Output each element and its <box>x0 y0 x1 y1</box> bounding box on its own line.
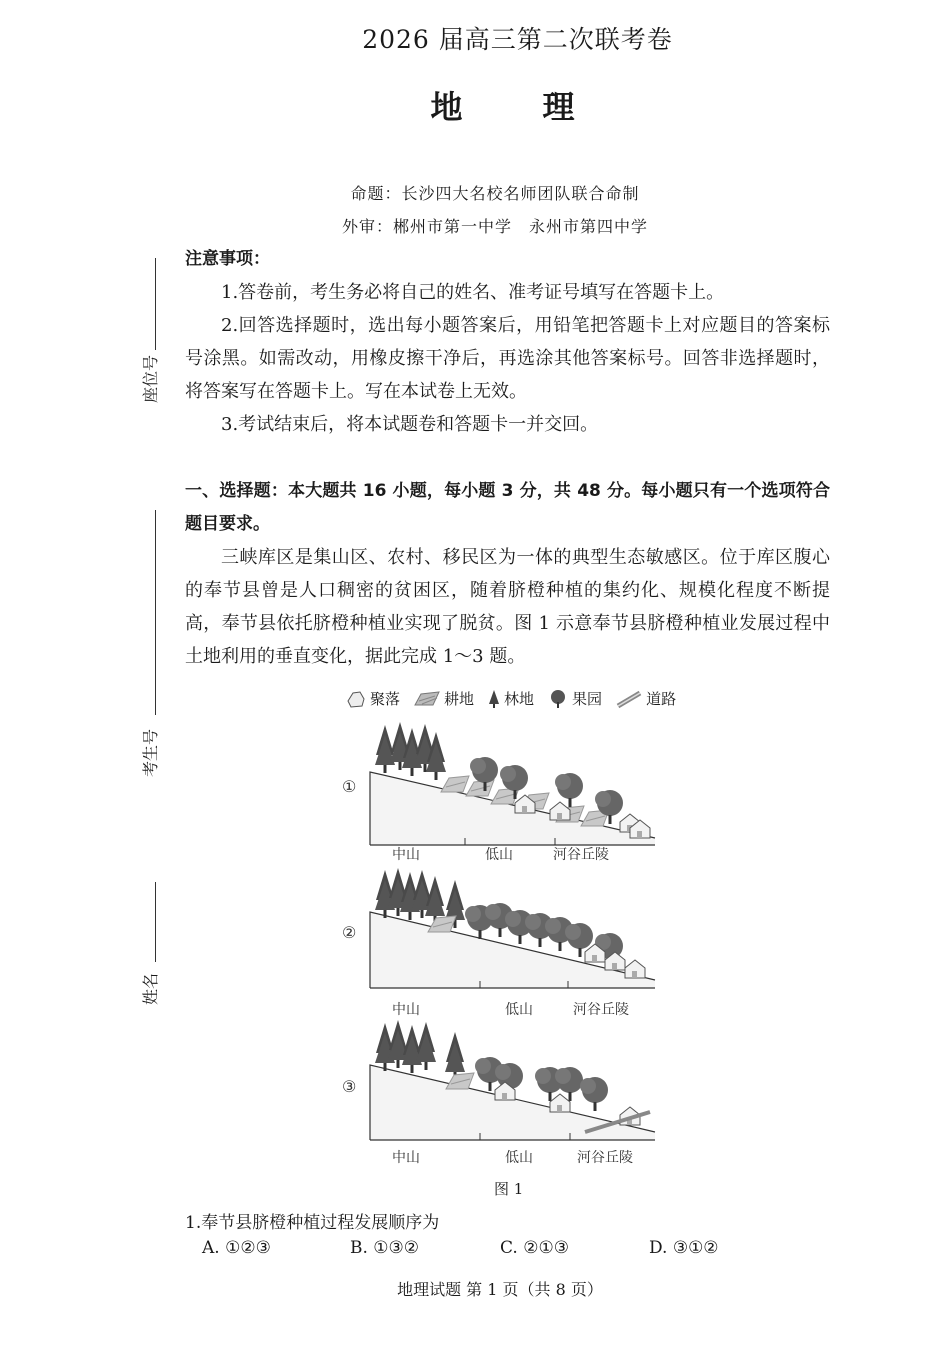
section-heading: 一、选择题：本大题共 16 小题，每小题 3 分，共 48 分。每小题只有一个选项符合题目要求。 <box>185 481 830 534</box>
question-1-stem: 1.奉节县脐橙种植过程发展顺序为 <box>185 1213 440 1233</box>
notice-item-1: 1.答卷前，考生务必将自己的姓名、准考证号填写在答题卡上。 <box>221 282 725 303</box>
panel-1-axis-mid-mountain: 中山 <box>392 847 420 863</box>
candidate-number-label: 考生号 <box>141 728 160 777</box>
panel-3-axis-valley: 河谷丘陵 <box>577 1150 633 1166</box>
notice-heading: 注意事项： <box>185 249 270 269</box>
name-line <box>155 882 156 962</box>
notice-item-2: 2.回答选择题时，选出每小题答案后，用铅笔把答题卡上对应题目的答案标号涂黑。如需改动，用橡皮擦干净后，再选涂其他答案标号。回答非选择题时，将答案写在答题卡上。写在本试卷上无效。 <box>185 315 830 402</box>
panel-3-axis-low-mountain: 低山 <box>505 1150 533 1166</box>
subject-char-2: 理 <box>542 88 575 126</box>
settlement-icon <box>345 689 367 709</box>
panel-2-axis-mid-mountain: 中山 <box>392 1002 420 1018</box>
notice-item-3: 3.考试结束后，将本试题卷和答题卡一并交回。 <box>221 414 599 435</box>
panel-3-axis-mid-mountain: 中山 <box>392 1150 420 1166</box>
panel-2-axis-valley: 河谷丘陵 <box>573 1002 629 1018</box>
panel-1 <box>370 722 655 845</box>
option-d: D. ③①② <box>649 1238 719 1258</box>
legend-farmland: 耕地 <box>413 688 474 709</box>
reviewer-credit: 外审：郴州市第一中学 永州市第四中学 <box>341 217 648 236</box>
exam-title: 2026 届高三第二次联考卷 <box>362 25 673 54</box>
author-credit: 命题：长沙四大名校名师团队联合命制 <box>350 184 640 203</box>
road-icon <box>615 689 643 709</box>
option-b: B. ①③② <box>350 1238 420 1258</box>
page-footer: 地理试题 第 1 页（共 8 页） <box>397 1280 603 1299</box>
panel-1-label: ① <box>342 777 357 796</box>
seat-number-line <box>155 258 156 350</box>
subject-title <box>0 82 950 128</box>
panel-3 <box>370 1020 655 1140</box>
name-label: 姓名 <box>141 972 160 1005</box>
option-c: C. ②①③ <box>500 1238 569 1258</box>
panel-1-axis-low-mountain: 低山 <box>485 847 513 863</box>
figure-legend <box>345 688 684 709</box>
seat-number-label: 座位号 <box>141 354 160 403</box>
landuse-figure <box>330 720 670 1180</box>
subject-char-1: 地 <box>430 88 463 126</box>
legend-road: 道路 <box>615 688 676 709</box>
farmland-icon <box>413 689 441 709</box>
orchard-icon <box>547 689 569 709</box>
figure-caption: 图 1 <box>494 1180 524 1198</box>
candidate-number-line <box>155 510 156 715</box>
legend-orchard: 果园 <box>547 688 602 709</box>
legend-forest: 林地 <box>487 688 534 709</box>
panel-2-label: ② <box>342 923 357 942</box>
panel-2 <box>370 868 655 988</box>
panel-3-label: ③ <box>342 1077 357 1096</box>
panel-2-axis-low-mountain: 低山 <box>505 1002 533 1018</box>
panel-1-axis-valley: 河谷丘陵 <box>553 847 609 863</box>
legend-settlement: 聚落 <box>345 688 400 709</box>
option-a: A. ①②③ <box>202 1238 271 1258</box>
forest-icon <box>487 689 501 709</box>
passage: 三峡库区是集山区、农村、移民区为一体的典型生态敏感区。位于库区腹心的奉节县曾是人口稠密的贫困区，随着脐橙种植的集约化、规模化程度不断提高，奉节县依托脐橙种植业实现了脱贫。图 1 示意奉节县脐橙种植业发展过程中土地利用的垂直变化，据此完成 1～3 题。 <box>185 547 830 667</box>
